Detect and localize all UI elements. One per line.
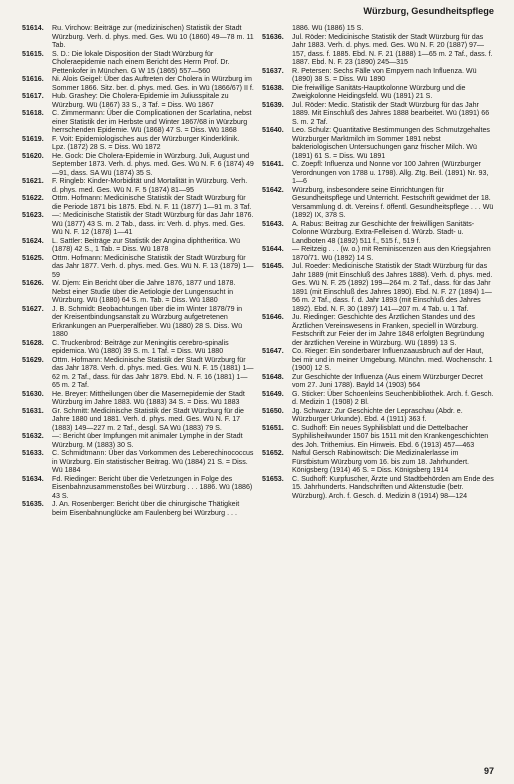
- entry-text: Co. Rieger: Ein sonderbarer Influenzaausbruch auf der Haut, bei mir und in meiner Umgebung. Münchn. med. Wochenschr. 1 (1900) 12 S.: [292, 347, 493, 372]
- entry-text: L. Sattler: Beiträge zur Statistik der Angina diphtheritica. Wü (1878) 42 S., 1 Tab. = Diss. Wü 1878: [52, 236, 241, 253]
- entry-text: Zur Geschichte der Influenza (Aus einem Würzburger Decret vom 27. Juni 1788). Bayld 14 (1903) 564: [292, 372, 483, 389]
- bibliography-entry: [22, 390, 254, 407]
- bibliography-entry: [262, 390, 494, 407]
- bibliography-entry: [22, 449, 254, 475]
- entry-text: Jul. Röder: Medicinische Statistik der Stadt Würzburg für das Jahr 1883. Verh. d. phys. med. Ges. Wü N. F. 20 (1887) 97—157, dass. f. 1885. Ebd. N. F. 21 (1888) 1—65 m. 2 Taf., dass. f. 1887. Ebd. N. F. 23 (1890) 245—315: [292, 32, 493, 66]
- entry-number: 51631.: [22, 406, 44, 415]
- bibliography-entry: [22, 177, 254, 194]
- bibliography-entry: [22, 50, 254, 76]
- entry-text: G. Sticker: Über Schoenleins Seuchenbibliothek. Arch. f. Gesch. d. Medizin 1 (1908) 2 Bl.: [292, 389, 494, 406]
- entry-number: 51630.: [22, 389, 44, 398]
- bibliography-entry: [262, 262, 494, 313]
- entry-number: 51632.: [22, 432, 44, 440]
- bibliography-entry: [22, 211, 254, 237]
- entry-number: 51646.: [262, 313, 284, 321]
- entry-number: 51649.: [262, 389, 284, 398]
- entry-text: W. Djem: Ein Bericht über die Jahre 1876, 1877 und 1878. Nebst einer Studie über die Aetiologie der Lungensucht in Würzburg. Wü (1880) 64 S. m. Tab. = Diss. Wü 1880: [52, 279, 236, 304]
- bibliography-entry: [22, 432, 254, 449]
- entry-number: 51621.: [22, 177, 44, 185]
- entry-text: Jul. Röder: Medic. Statistik der Stadt Würzburg für das Jahr 1889. Mit Einschluß des Jahres 1888 bearbeitet. Wü (1891) 66 S. m. 2 Taf.: [292, 100, 490, 126]
- right-column: [262, 24, 494, 500]
- entry-number: 51638.: [262, 83, 284, 92]
- bibliography-entry: [22, 339, 254, 356]
- bibliography-entry: [22, 109, 254, 135]
- bibliography-entry: [22, 305, 254, 339]
- entry-number: 51615.: [22, 49, 44, 58]
- entry-text: Ju. Riedinger: Geschichte des Ärztlichen Standes und des Ärztlichen Vereinswesens in Franken, speciell in Würzburg. Festschrift zur Feier der im Jahre 1848 erfolgten Begründung der ärztlichen Vereine in Würzburg. Wü (1899) 13 S.: [292, 313, 485, 347]
- entry-text: Jul. Roeder: Medicinische Statistik der Stadt Würzburg für das Jahr 1889 (mit Einschluß des Jahres 1888). Verh. d. phys. med. Ges. Wü N. F. 25 (1892) 199—264 m. 2 Taf., dass. für das Jahr 1891 (mit Einschluß des Jahres 1890). Ebd. N. F. 27 (1894) 1—56 m. 2 Taf., dass. f. d. Jahr 1893 (mit Einschluß des Jahres 1892). Ebd. N. F. 30 (1897) 141—207 m. 4 Tab. u. 1 Taf.: [292, 262, 493, 313]
- entry-number: 51620.: [22, 151, 44, 160]
- bibliography-entry: [262, 424, 494, 450]
- entry-number: 51652.: [262, 449, 284, 457]
- bibliography-entry: [262, 101, 494, 127]
- entry-text: J. An. Rosenberger: Bericht über die chirurgische Thätigkeit beim Eisenbahnunglücke am Faulenberg bei Würzburg . . .: [52, 500, 240, 517]
- bibliography-entry: [22, 24, 254, 50]
- bibliography-entry: [22, 500, 254, 517]
- entry-text: C. Schmidtmann: Über das Vorkommen des Leberechinococcus in Würzburg. Ein statistischer Beitrag. Wü (1884) 21 S. = Diss. Wü 1884: [52, 449, 254, 474]
- entry-text: He. Breyer: Mittheilungen über die Masernepidemie der Stadt Würzburg im Jahre 1883. Wü (1883) 34 S. = Diss. Wü 1883: [52, 389, 245, 406]
- entry-text: Jg. Schwarz: Zur Geschichte der Lepraschau (Abdr. e. Würzburger Urkunde). Ebd. 4 (1911) 363 f.: [292, 406, 463, 423]
- entry-text: J. B. Schmidt: Beobachtungen über die im Winter 1878/79 in der Kreisentbindungsanstalt zu Würzburg aufgetretenen Erkrankungen an Puerperalfieber. Wü (1880) 28 S. Diss. Wü 1880: [52, 304, 243, 338]
- bibliography-entry: [22, 254, 254, 280]
- bibliography-entry: [262, 67, 494, 84]
- page-header: [0, 0, 514, 20]
- left-column: [22, 24, 254, 517]
- entry-number: 51634.: [22, 474, 44, 483]
- entry-number: 51641.: [262, 160, 284, 168]
- bibliography-entry: [262, 33, 494, 67]
- entry-text: — Reitzeig . . . (w. o.) mit Reminiscenzen aus den Kriegsjahren 1870/71. Wü (1892) 14 S.: [292, 245, 491, 262]
- bibliography-entry: [262, 449, 494, 475]
- entry-text: He. Gock: Die Cholera-Epidemie in Würzburg. Juli, August und September 1873. Verh. d. phys. med. Ges. Wü N. F. 6 (1874) 49—91, dass. SA Wü (1874) 35 S.: [52, 151, 254, 177]
- bibliography-entry: [262, 24, 494, 33]
- entry-number: 51650.: [262, 406, 284, 415]
- entry-text: —: Bericht über Impfungen mit animaler Lymphe in der Stadt Würzburg. M (1883) 30 S.: [52, 432, 243, 449]
- entry-text: C. Zimmermann: Über die Complicationen der Scarlatina, nebst einer Statistik der im Herbste und Winter 1867/68 in Würzburg herrschenden Epidemie. Wü (1868) 47 S. = Diss. Wü 1868: [52, 109, 252, 134]
- entry-number: 51635.: [22, 500, 44, 508]
- entry-number: 51617.: [22, 92, 44, 100]
- bibliography-entry: [262, 475, 494, 501]
- entry-number: 51644.: [262, 245, 284, 253]
- entry-number: 51616.: [22, 75, 44, 83]
- page-number: 97: [483, 766, 494, 776]
- entry-number: 51645.: [262, 262, 284, 270]
- entry-number: 51651.: [262, 423, 284, 432]
- bibliography-entry: [262, 347, 494, 373]
- entry-number: 51618.: [22, 109, 44, 117]
- entry-number: 51626.: [22, 279, 44, 287]
- entry-text: Leo. Schulz: Quantitative Bestimmungen des Schmutzgehaltes Würzburger Marktmilch im Sommer 1891 nebst bakteriologischen Untersuchungen ganz frischer Milch. Wü (1891) 61 S. = Diss. Wü 1891: [292, 126, 490, 160]
- entry-text: F. Ringleb: Kinder-Morbidität und Mortalität in Würzburg. Verh. d. phys. med. Ges. Wü N. F. 5 (1874) 81—95: [52, 177, 248, 194]
- entry-number: 51639.: [262, 100, 284, 109]
- entry-text: Hub. Grashey: Die Cholera-Epidemie im Juliusspitale zu Würzburg. Wü (1867) 33 S., 3 Taf. = Diss. Wü 1867: [52, 92, 229, 109]
- entry-text: S. D.: Die lokale Disposition der Stadt Würzburg für Choleraepidemie nach einem Bericht des Herrn Prof. Dr. Pettenkofer in München. G W 15 (1865) 557—560: [52, 49, 230, 75]
- entry-number: 51636.: [262, 32, 284, 41]
- entry-text: F. Voit: Epidemiologisches aus der Würzburger Kinderklinik. Lpz. (1872) 28 S. = Diss. Wü 1872: [52, 134, 240, 151]
- bibliography-entry: [262, 186, 494, 220]
- entry-number: 51624.: [22, 236, 44, 245]
- entry-number: 51640.: [262, 126, 284, 134]
- entry-text: Gr. Schmitt: Medicinische Statistik der Stadt Würzburg für die Jahre 1880 und 1881. Verh. d. phys. med. Ges. Wü N. F. 17 (1883) 149—227 m. 2 Taf., desgl. SA Wü (1883) 79 S.: [52, 406, 244, 432]
- entry-text: C. Zoepfl: Influenza und Nonne vor 100 Jahren (Würzburger Verordnungen von 1788 u. 1798). Allg. Ztg. Beil. (1891) Nr. 93, 1—6: [292, 160, 489, 185]
- entry-number: 51647.: [262, 347, 284, 355]
- entry-text: Würzburg, insbesondere seine Einrichtungen für Gesundheitspflege und Unterricht. Festschrift gewidmet der 18. Versammlung d. dt. Vereins f. öffentl. Gesundheitspflege . . . Wü (1892) IX, 378 S.: [292, 185, 494, 219]
- bibliography-entry: [22, 407, 254, 433]
- running-head: Würzburg, Gesundheitspflege: [363, 6, 494, 16]
- entry-number: 51628.: [22, 338, 44, 347]
- bibliography-entry: [262, 84, 494, 101]
- entry-number: 51653.: [262, 474, 284, 483]
- bibliography-entry: [22, 75, 254, 92]
- entry-number: 51648.: [262, 372, 284, 381]
- bibliography-entry: [262, 126, 494, 160]
- entry-number: 51629.: [22, 355, 44, 364]
- entry-text: A. Rabus: Beitrag zur Geschichte der freiwilligen Sanitäts-Colonne Würzburg. Extra-Felleisen d. Würzb. Stadt- u. Landboten 48 (1892) 511 f., 515 f., 519 f.: [292, 219, 475, 245]
- entry-number: 51643.: [262, 219, 284, 228]
- bibliography-entry: [262, 407, 494, 424]
- entry-number: 51633.: [22, 449, 44, 457]
- entry-number: 51625.: [22, 253, 44, 262]
- entry-number: 51622.: [22, 194, 44, 202]
- entry-text: Naftul Gersch Rabinowitsch: Die Medizinalerlasse im Fürstbistum Würzburg vom 16. bis zum 18. Jahrhundert. Königsberg (1914) 46 S. = Diss. Königsberg 1914: [292, 449, 470, 474]
- bibliography-entry: [22, 152, 254, 178]
- entry-text: C. Sudhoff: Kurpfuscher, Ärzte und Stadtbehörden am Ende des 15. Jahrhunderts. Handschriften und Aktenstudie (betr. Würzburg). Arch. f. Gesch. d. Medizin 8 (1914) 98—124: [292, 474, 494, 500]
- bibliography-entry: [262, 160, 494, 186]
- entry-text: Die freiwillige Sanitäts-Hauptkolonne Würzburg und die Zweigkolonne Heidingsfeld. Wü (1891) 21 S.: [292, 83, 466, 100]
- bibliography-entry: [22, 194, 254, 211]
- bibliography-entry: [262, 373, 494, 390]
- entry-text: Fd. Riedinger: Bericht über die Verletzungen in Folge des Eisenbahnzusammenstoßes bei Würzburg . . . 1886. Wü (1886) 43 S.: [52, 474, 253, 500]
- entry-text: C. Truckenbrod: Beiträge zur Meningitis cerebro-spinalis epidemica. Wü (1880) 39 S. m. 1 Taf. = Diss. Wü 1880: [52, 338, 229, 355]
- entry-number: 51642.: [262, 185, 284, 194]
- entry-text: 1886. Wü (1886) 15 S.: [292, 24, 364, 32]
- bibliography-entry: [262, 220, 494, 246]
- entry-text: R. Petersen: Sechs Fälle von Empyem nach Influenza. Wü (1890) 38 S. = Diss. Wü 1890: [292, 66, 477, 83]
- entry-number: 51623.: [22, 211, 44, 219]
- entry-text: —: Medicinische Statistik der Stadt Würzburg für das Jahr 1876. Wü (1877) 43 S. m. 2 Tab., dass. in: Verh. d. phys. med. Ges. Wü N. F. 12 (1878) 1—41: [52, 211, 254, 236]
- bibliography-entry: [22, 237, 254, 254]
- entry-number: 51614.: [22, 24, 44, 32]
- entry-text: C. Sudhoff: Ein neues Syphilisblatt und die Dettelbacher Syphilisheilwunder 1507 bis 1511 mit den Krankengeschichten des Joh. Trithemius. Ein Hinweis. Ebd. 6 (1913) 457—463: [292, 423, 489, 449]
- bibliography-entry: [22, 475, 254, 501]
- bibliography-entry: [262, 313, 494, 347]
- entry-text: Ottm. Hofmann: Medicinische Statistik der Stadt Würzburg für das Jahr 1877. Verh. d. phys. med. Ges. Wü N. F. 13 (1879) 1—59: [52, 253, 254, 279]
- entry-text: Ni. Alois Geigel: Über das Auftreten der Cholera in Würzburg im Sommer 1866. Sitz. ber. d. phys. med. Ges. in Wü (1866/67) II f.: [52, 75, 254, 92]
- bibliography-entry: [22, 356, 254, 390]
- entry-text: Ottm. Hofmann: Medicinische Statistik der Stadt Würzburg für das Jahr 1878. Verh. d. phys. med. Ges. Wü N. F. 15 (1881) 1—62 m. 2 Taf., dass. für das Jahr 1879. Ebd. N. F. 16 (1881) 1—65 m. 2 Taf.: [52, 355, 254, 389]
- entry-text: Ru. Virchow: Beiträge zur (medizinischen) Statistik der Stadt Würzburg. Verh. d. phys. med. Ges. Wü 10 (1860) 49—78 m. 11 Tab.: [52, 24, 254, 49]
- entry-number: 51637.: [262, 66, 284, 75]
- entry-number: 51619.: [22, 134, 44, 143]
- entry-text: Ottm. Hofmann: Medicinische Statistik der Stadt Würzburg für die Periode 1871 bis 1875. Ebd. N. F. 11 (1877) 1—91 m. 3 Taf.: [52, 194, 252, 211]
- bibliography-entry: [22, 135, 254, 152]
- bibliography-entry: [262, 245, 494, 262]
- entry-number: 51627.: [22, 304, 44, 313]
- bibliography-entry: [22, 279, 254, 305]
- bibliography-entry: [22, 92, 254, 109]
